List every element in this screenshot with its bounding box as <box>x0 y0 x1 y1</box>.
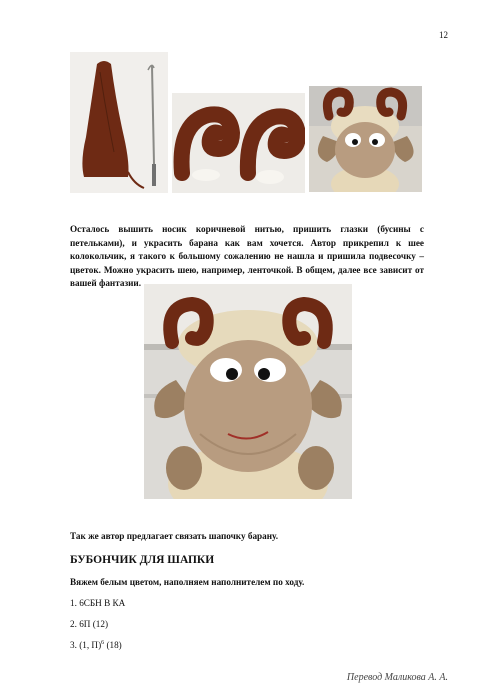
section-heading: БУБОНЧИК ДЛЯ ШАПКИ <box>70 554 215 566</box>
photo-sheep-closeup <box>144 284 352 499</box>
instruction-text: Вяжем белым цветом, наполняем наполнителем по ходу. <box>70 577 305 587</box>
page-number: 12 <box>439 30 448 40</box>
hat-note: Так же автор предлагает связать шапочку барану. <box>70 531 278 541</box>
step-1: 1. 6СБН В КА <box>70 598 126 608</box>
step-3 <box>70 640 122 650</box>
translator-credit: Перевод Маликова А. А. <box>346 672 448 683</box>
photo-horn-and-hook <box>70 52 168 193</box>
step-3-prefix: 3. (1, П) <box>70 640 102 651</box>
photo-sheep-head <box>309 86 422 192</box>
photo-two-horns <box>172 93 305 193</box>
step-3-exponent: 6 <box>101 640 105 646</box>
step-2: 2. 6П (12) <box>70 619 109 629</box>
step-3-suffix: (18) <box>104 640 122 651</box>
intro-paragraph: Осталось вышить носик коричневой нитью, пришить глазки (бусины с петельками), и украсить барана как вам хочется. Автор прикрепил к шее колокольчик, я такого к большому сожалению не нашла и пришила подвесочку – цветок. Можно украсить шею, например, ленточкой. В общем, далее все зависит от вашей фантазии. <box>70 224 424 289</box>
